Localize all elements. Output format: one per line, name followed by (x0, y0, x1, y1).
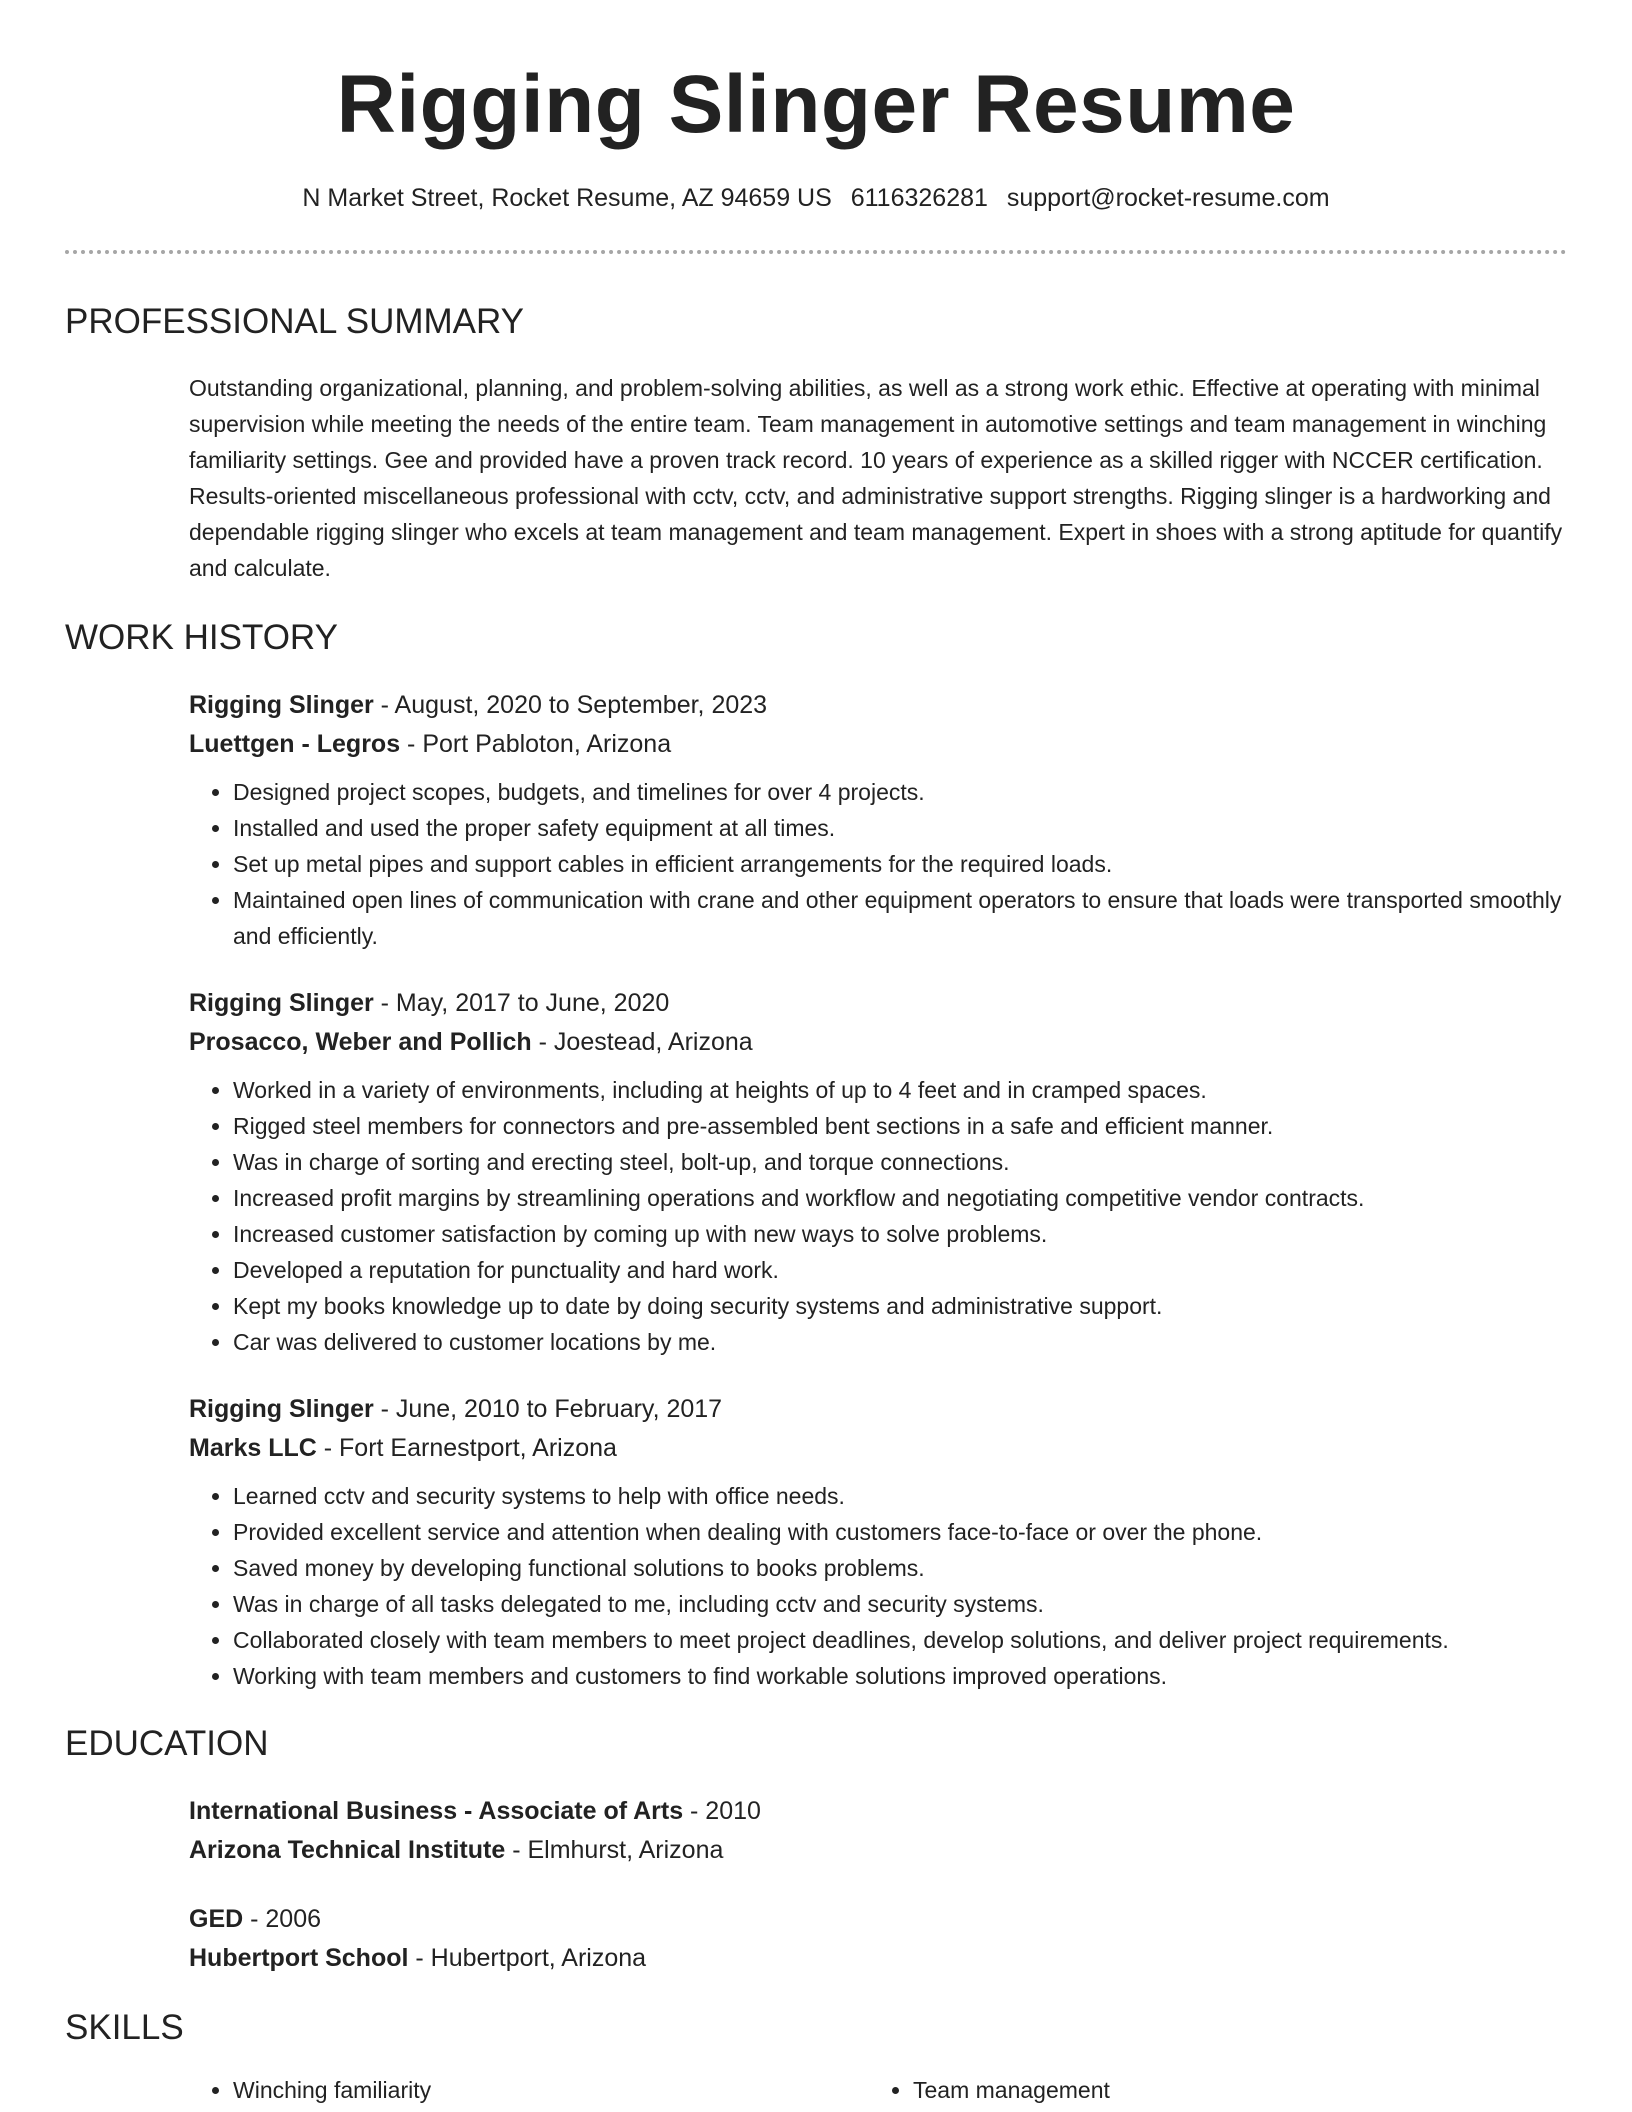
job-bullets (189, 1072, 1567, 1360)
skills-list (189, 2072, 869, 2108)
contact-email: support@rocket-resume.com (1006, 184, 1330, 212)
job-bullets (189, 1478, 1567, 1694)
list-item: • Working with team members and customers to find workable solutions improved operations. (233, 1658, 1567, 1694)
job-title-line (189, 1390, 1567, 1429)
job-entry (189, 686, 1567, 954)
education-school-line (189, 1831, 1567, 1870)
list-item: • Set up metal pipes and support cables in efficient arrangements for the required loads. (233, 846, 1567, 882)
list-item: • Learned cctv and security systems to help with office needs. (233, 1478, 1567, 1514)
list-item: • Car was delivered to customer locations by me. (233, 1324, 1567, 1360)
skill-item: • Winching familiarity (233, 2072, 869, 2108)
list-item: • Saved money by developing functional solutions to books problems. (233, 1550, 1567, 1586)
contact-address: N Market Street, Rocket Resume, AZ 94659 US (302, 184, 832, 212)
skill-item: • Team management (913, 2072, 1549, 2108)
list-item: • Provided excellent service and attention when dealing with customers face-to-face or over the phone. (233, 1514, 1567, 1550)
education-school: Arizona Technical Institute (189, 1836, 506, 1864)
summary-text: Outstanding organizational, planning, and problem-solving abilities, as well as a strong work ethic. Effective at operating with minimal supervision while meeting the needs of the entire team. Team management in automotive settings and team management in winching familiarity settings. Gee and provided have a proven track record. 10 years of experience as a skilled rigger with NCCER certification. Results-oriented miscellaneous professional with cctv, cctv, and administrative support strengths. Rigging slinger is a hardworking and dependable rigging slinger who excels at team management and team management. Expert in shoes with a strong aptitude for quantify and calculate. (189, 375, 1563, 581)
resume-title: Rigging Slinger Resume (336, 59, 1296, 150)
skills-heading: SKILLS (65, 2008, 184, 2047)
contact-line (65, 182, 1567, 214)
skills-grid (189, 2072, 1567, 2108)
job-title: Rigging Slinger (189, 989, 374, 1017)
job-dates: - May, 2017 to June, 2020 (373, 989, 670, 1017)
education-degree-line (189, 1900, 1567, 1939)
skills-column-left (189, 2072, 869, 2108)
job-title: Rigging Slinger (189, 691, 374, 719)
list-item: • Increased profit margins by streamlining operations and workflow and negotiating competitive vendor contracts. (233, 1180, 1567, 1216)
education-entry (189, 1900, 1567, 1978)
job-location: - Port Pabloton, Arizona (400, 730, 672, 758)
skills-column-right (869, 2072, 1549, 2108)
list-item: • Installed and used the proper safety equipment at all times. (233, 810, 1567, 846)
job-company-line (189, 725, 1567, 764)
work-history-heading: WORK HISTORY (65, 618, 338, 657)
skills-list (869, 2072, 1549, 2108)
list-item: • Developed a reputation for punctuality and hard work. (233, 1252, 1567, 1288)
list-item: • Maintained open lines of communication with crane and other equipment operators to ensure that loads were transported smoothly and efficiently. (233, 882, 1567, 954)
job-entry (189, 984, 1567, 1360)
summary-section (65, 370, 1567, 586)
job-company: Prosacco, Weber and Pollich (189, 1028, 532, 1056)
job-location: - Fort Earnestport, Arizona (316, 1434, 617, 1462)
job-title: Rigging Slinger (189, 1395, 374, 1423)
list-item: • Collaborated closely with team members to meet project deadlines, develop solutions, and deliver project requirements. (233, 1622, 1567, 1658)
education-degree-line (189, 1792, 1567, 1831)
education-degree: International Business - Associate of Arts (189, 1797, 684, 1825)
job-company-line (189, 1023, 1567, 1062)
list-item: • Kept my books knowledge up to date by doing security systems and administrative support. (233, 1288, 1567, 1324)
job-bullets (189, 774, 1567, 954)
education-location: - Elmhurst, Arizona (505, 1836, 724, 1864)
job-location: - Joestead, Arizona (531, 1028, 753, 1056)
job-entry (189, 1390, 1567, 1694)
list-item: • Increased customer satisfaction by coming up with new ways to solve problems. (233, 1216, 1567, 1252)
contact-phone: 6116326281 (850, 184, 988, 212)
education-year: - 2006 (243, 1905, 322, 1933)
job-company: Marks LLC (189, 1434, 317, 1462)
job-dates: - June, 2010 to February, 2017 (373, 1395, 723, 1423)
header-divider (65, 250, 1567, 254)
list-item: • Worked in a variety of environments, including at heights of up to 4 feet and in cramped spaces. (233, 1072, 1567, 1108)
list-item: • Rigged steel members for connectors and pre-assembled bent sections in a safe and efficient manner. (233, 1108, 1567, 1144)
education-heading: EDUCATION (65, 1724, 269, 1763)
education-entry (189, 1792, 1567, 1870)
education-school: Hubertport School (189, 1944, 409, 1972)
job-company-line (189, 1429, 1567, 1468)
work-history-section (65, 686, 1567, 1694)
job-dates: - August, 2020 to September, 2023 (373, 691, 768, 719)
list-item: • Was in charge of sorting and erecting steel, bolt-up, and torque connections. (233, 1144, 1567, 1180)
summary-heading: PROFESSIONAL SUMMARY (65, 302, 524, 341)
education-school-line (189, 1939, 1567, 1978)
education-year: - 2010 (683, 1797, 761, 1825)
job-company: Luettgen - Legros (189, 730, 401, 758)
education-section (65, 1792, 1567, 1978)
list-item: • Designed project scopes, budgets, and timelines for over 4 projects. (233, 774, 1567, 810)
job-title-line (189, 984, 1567, 1023)
list-item: • Was in charge of all tasks delegated to me, including cctv and security systems. (233, 1586, 1567, 1622)
skills-section (65, 2072, 1567, 2108)
education-location: - Hubertport, Arizona (408, 1944, 647, 1972)
education-degree: GED (189, 1905, 244, 1933)
job-title-line (189, 686, 1567, 725)
